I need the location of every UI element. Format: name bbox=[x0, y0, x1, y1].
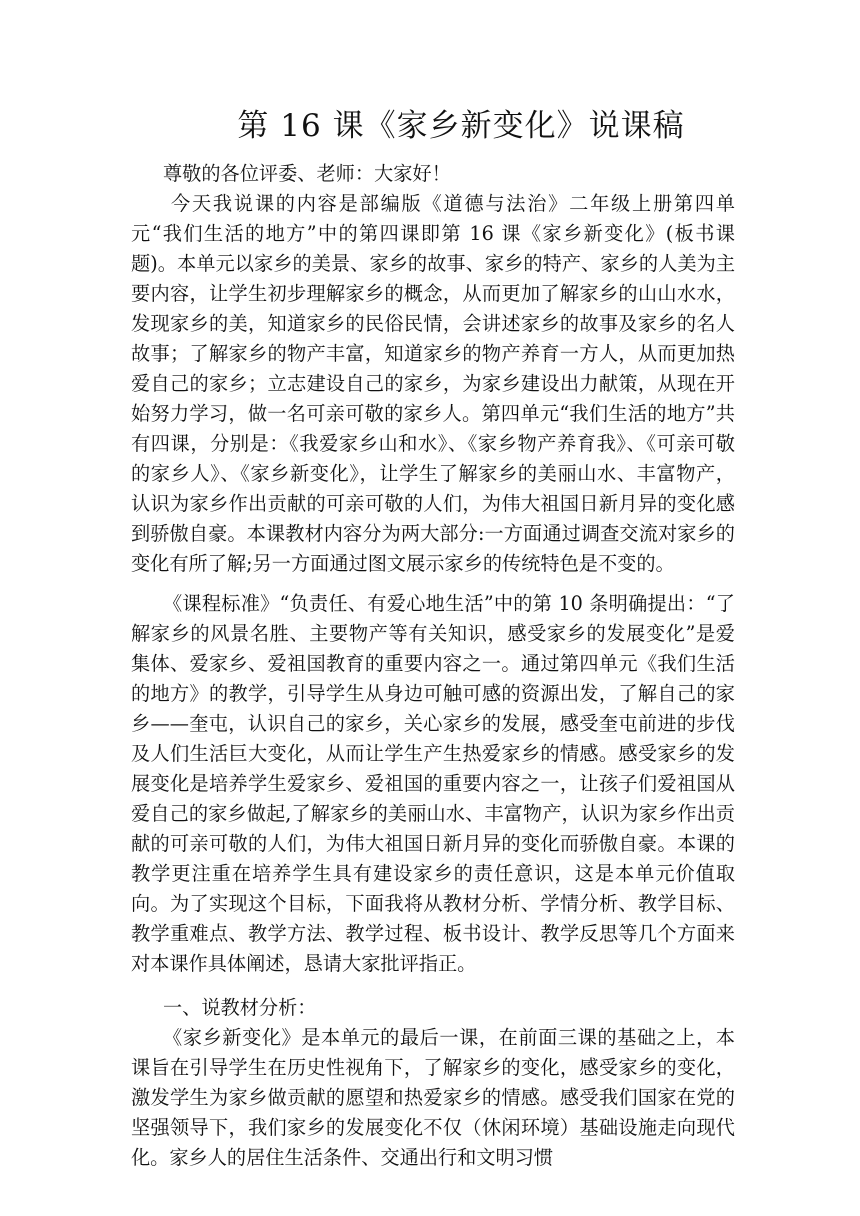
section-heading-textbook-analysis: 一、说教材分析： bbox=[163, 996, 317, 1019]
paragraph-intro: 今天我说课的内容是部编版《道德与法治》二年级上册第四单元“我们生活的地方”中的第四课即第 16 课《家乡新变化》(板书课题)。本单元以家乡的美景、家乡的故事、家乡的特产、家乡的人美为主要内容，让学生初步理解家乡的概念，从而更加了解家乡的山山水水，发现家乡的美，知道家乡的民俗民情，会讲述家乡的故事及家乡的名人故事；了解家乡的物产丰富，知道家乡的物产养育一方人，从而更加热爱自己的家乡；立志建设自己的家乡，为家乡建设出力献策，从现在开始努力学习，做一名可亲可敬的家乡人。第四单元“我们生活的地方”共有四课，分别是：《我爱家乡山和水》、《家乡物产养育我》、《可亲可敬的家乡人》、《家乡新变化》，让学生了解家乡的美丽山水、丰富物产，认识为家乡作出贡献的可亲可敬的人们，为伟大祖国日新月异的变化感到骄傲自豪。本课教材内容分为两大部分:一方面通过调查交流对家乡的变化有所了解;另一方面通过图文展示家乡的传统特色是不变的。 bbox=[131, 192, 735, 575]
document-title: 第 16 课《家乡新变化》说课稿 bbox=[237, 108, 685, 144]
greeting-line: 尊敬的各位评委、老师：大家好！ bbox=[163, 162, 451, 185]
paragraph-curriculum-standard: 《课程标准》“负责任、有爱心地生活”中的第 10 条明确提出：“了解家乡的风景名胜、主要物产等有关知识，感受家乡的发展变化”是爱集体、爱家乡、爱祖国教育的重要内容之一。通过第四单元《我们生活的地方》的教学，引导学生从身边可触可感的资源出发，了解自己的家乡——奎屯，认识自己的家乡，关心家乡的发展，感受奎屯前进的步伐及人们生活巨大变化，从而让学生产生热爱家乡的情感。感受家乡的发展变化是培养学生爱家乡、爱祖国的重要内容之一，让孩子们爱祖国从爱自己的家乡做起,了解家乡的美丽山水、丰富物产，认识为家乡作出贡献的可亲可敬的人们，为伟大祖国日新月异的变化而骄傲自豪。本课的教学更注重在培养学生具有建设家乡的责任意识，这是本单元价值取向。为了实现这个目标，下面我将从教材分析、学情分析、教学目标、教学重难点、教学方法、教学过程、板书设计、教学反思等几个方面来对本课作具体阐述，恳请大家批评指正。 bbox=[131, 592, 735, 975]
paragraph-textbook-analysis: 《家乡新变化》是本单元的最后一课，在前面三课的基础之上，本课旨在引导学生在历史性视角下，了解家乡的变化，感受家乡的变化，激发学生为家乡做贡献的愿望和热爱家乡的情感。感受我们国家在党的坚强领导下，我们家乡的发展变化不仅（休闲环境）基础设施走向现代化。家乡人的居住生活条件、交通出行和文明习惯 bbox=[131, 1026, 735, 1169]
document-body bbox=[131, 159, 735, 1173]
